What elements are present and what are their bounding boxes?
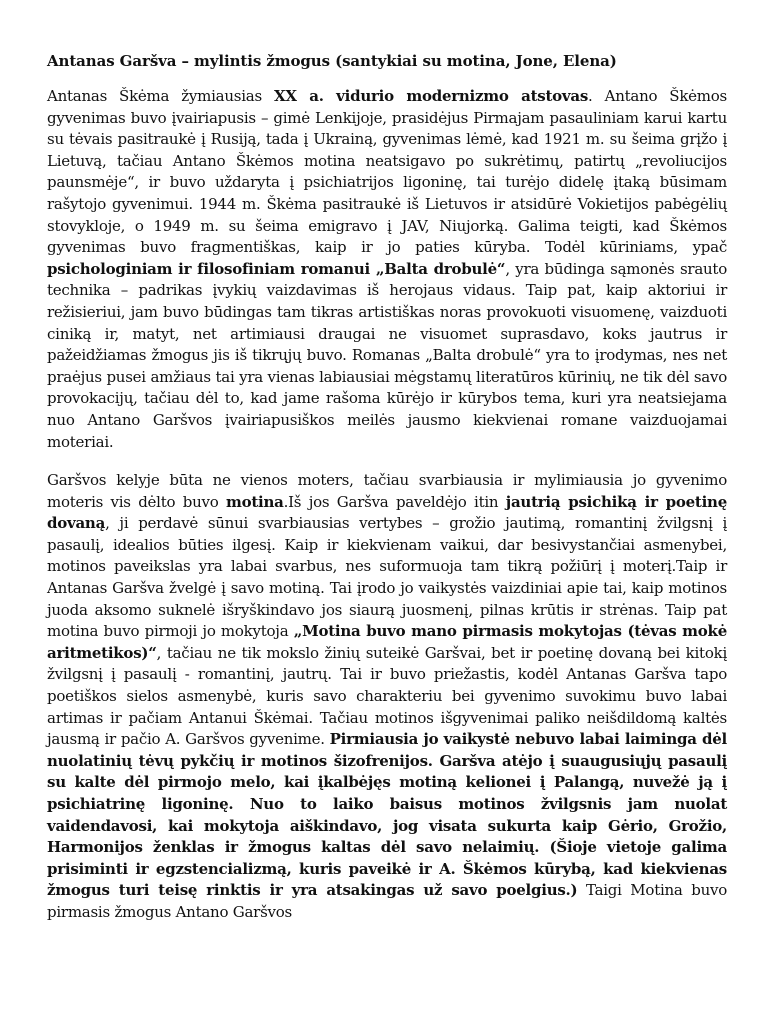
text-segment: Taigi Motina buvo pirmasis žmogus Antano Garšvos (47, 881, 727, 921)
text-segment: Antanas Škėma žymiausias (47, 87, 274, 105)
text-segment: Garšvos kelyje būta ne vienos moters, tačiau svarbiausia ir mylimiausia jo gyvenimo moteris vis dėlto buvo (47, 471, 727, 511)
bold-text-segment: XX a. vidurio modernizmo atstovas (273, 87, 589, 105)
text-segment: , yra būdinga sąmonės srauto technika – padrikas įvykių vaizdavimas iš herojaus vidaus. Taip pat, kaip aktoriui ir režisieriui, jam buvo būdingas tam tikras artistiškas noras provokuoti visuomenę, vaizduoti ciniką ir, matyt, net artimiausi draugai ne visuomet suprasdavo, koks jautrus ir pažeidžiamas žmogus jis iš tikrųjų buvo. Romanas „Balta drobulė“ yra to įrodymas, nes net praėjus pusei amžiaus tai yra vienas labiausiai mėgstamų literatūros kūrinių, ne tik dėl savo provokacijų, tačiau dėl to, kad jame rašoma kūrėjo ir kūrybos tema, kuri yra neatsiejama nuo Antano Garšvos įvairiapusiškos meilės jausmo kiekvienai romane vaizduojamai moteriai. (47, 259, 727, 451)
bold-text-segment: „Motina buvo mano pirmasis mokytojas (tėvas mokė aritmetikos)“ (47, 622, 727, 662)
bold-text-segment: motina (225, 492, 284, 511)
text-segment: . Antano Škėmos gyvenimas buvo įvairiapusis – gimė Lenkijoje, prasidėjus Pirmajam pasauliniam karui kartu su tėvais pasitraukė į Rusiją, tada į Ukrainą, gyvenimas lėmė, kad 1921 m. su šeima grįžo į Lietuvą, tačiau Antano Škėmos motina neatsigavo po sukrėtimų, patirtų „revoliucijos paunsmėje“, ir buvo uždaryta į psichiatrijos ligoninę, tai turėjo didelę įtaką būsimam rašytojo gyvenimui. 1944 m. Škėma pasitraukė iš Lietuvos ir atsidūrė Vokietijos pabėgėlių stovykloje, o 1949 m. su šeima emigravo į JAV, Niujorką. Galima teigti, kad Škėmos gyvenimas buvo fragmentiškas, kaip ir jo paties kūryba. Todėl kūriniams, ypač (47, 87, 727, 257)
bold-text-segment: Pirmiausia jo vaikystė nebuvo labai laiminga dėl nuolatinių tėvų pykčių ir motinos šizofrenijos. Garšva atėjo į suaugusiųjų pasaulį su kalte dėl pirmojo melo, kai įkalbėjęs motiną kelionei į Palangą, nuvežė ją į psichiatrinę ligoninę. Nuo to laiko baisus motinos žvilgsnis jam nuolat vaidendavosi, kai mokytoja aiškindavo, jog visata sukurta kaip Gėrio, Grožio, Harmonijos ženklas ir žmogus kaltas dėl savo nelaimių. (Šioje vietoje galima prisiminti ir egzstencializmą, kuris paveikė ir A. Škėmos kūrybą, kad kiekvienas žmogus turi teisę rinktis ir yra atsakingas už savo poelgius.) (47, 730, 727, 900)
bold-text-segment: psichologiniam ir filosofiniam romanui „Balta drobulė“ (47, 259, 506, 278)
paragraph (47, 470, 727, 923)
document-body (47, 86, 727, 924)
bold-text-segment: jautrią psichiką ir poetinę dovaną (47, 492, 727, 533)
page-title: Antanas Garšva – mylintis žmogus (santykiai su motina, Jone, Elena) (47, 52, 617, 70)
document-page (47, 44, 727, 941)
text-segment: , tačiau ne tik mokslo žinių suteikė Garšvai, bet ir poetinę dovaną bei kitokį žvilgsnį į pasaulį - romantinį, jautrų. Tai ir buvo priežastis, kodėl Antanas Garšva tapo poetiškos sielos asmenybė, kuris savo charakteriu bei gyvenimo suvokimu buvo labai artimas ir pačiam Antanui Škėmai. Tačiau motinos išgyvenimai paliko neišdildomą kaltės jausmą ir pačio A. Garšvos gyvenime. (47, 643, 727, 749)
text-segment: , ji perdavė sūnui svarbiausias vertybes – grožio jautimą, romantinį žvilgsnį į pasaulį, idealios būties ilgesį. Kaip ir kiekvienam vaikui, dar besivystančiai asmenybei, motinos paveikslas yra labai svarbus, nes suformuoja tam tikrą požiūrį į moterį.Taip ir Antanas Garšva žvelgė į savo motiną. Tai įrodo jo vaikystės vaizdiniai apie tai, kaip motinos juoda aksomo suknelė išryškindavo jos siaurą juosmenį, pilnas krūtis ir strėnas. Taip pat motina buvo pirmoji jo mokytoja (47, 514, 727, 641)
text-segment: .Iš jos Garšva paveldėjo itin (283, 492, 506, 511)
paragraph (47, 86, 727, 453)
